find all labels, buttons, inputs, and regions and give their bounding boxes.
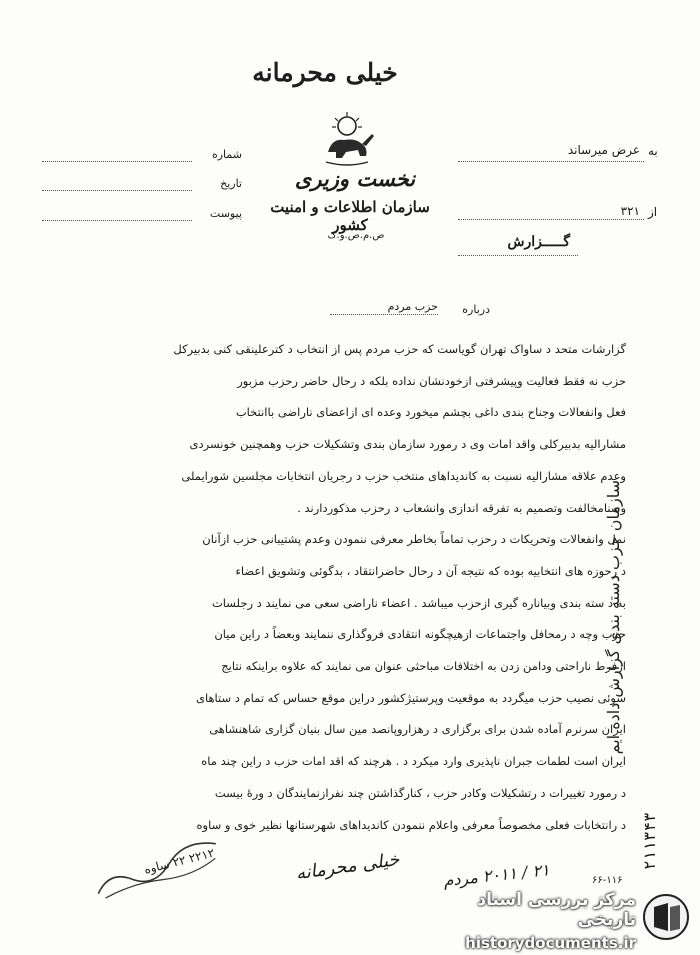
ministry-title: نخست وزیری [294,166,416,191]
body-line: به د سته بندی وبیاناره گیری ازحزب میباشد . اعضاء ناراضی سعی می نمایند د رجلسات [211,595,626,610]
report-line [458,254,578,256]
attachment-label: پیوست [209,207,242,220]
handwritten-note-3: ۲۱ / ۲۰۱۱ مردم [442,860,551,891]
report-body [66,334,626,841]
margin-number: ۲۱۱۳۴۳ [640,812,659,870]
department-code: ص.م.ص.و.ک [327,230,385,241]
to-line [458,160,644,162]
subject-value: حزب مردم [330,300,438,315]
watermark-en: historydocuments.ir [465,934,636,952]
report-heading: گـــــزارش [507,234,570,250]
number-label: شماره [211,148,242,161]
body-line: ایران سرنرم آماده شدن برای برگزاری د رهزاروپانصد مین سال بنیان گزاری شاهنشاهی [209,722,626,737]
lion-and-sun-emblem-icon [316,108,378,168]
margin-note: سازمان حزب دسته بندی گزارش داده ایم [604,480,623,755]
date-label: تاریخ [220,177,242,190]
from-label: از [648,205,658,219]
watermark-logo-icon [642,893,690,941]
body-line: ایران است لطمات جبران ناپذیری وارد میکرد د . هرچند که اقد امات حزب د راین چند ماه [201,754,626,769]
watermark [436,890,636,952]
body-line: سوئی نصیب حزب میگردد به موقعیت وپرستیژکشور دراین موقع حساس که تمام د ستاهای [195,690,626,705]
body-line: د رانتخابات فعلی مخصوصاً معرفی واعلام ننمودن کاندیداهای شهرستانها نظیر خوی و ساوه [196,817,626,832]
body-line: مشارالیه بدبیرکلی واقد امات وی د رمورد سازمان بندی وتشکیلات حزب وهمچنین خونسردی [189,437,626,452]
body-line: وسنامخالفت وتصمیم به تفرقه اندازی وانشعاب د رحزب مذکوردارند . [297,500,626,515]
body-line: حزب نه فقط فعالیت وپیشرفتی ازخودنشان نداده بلکه د رحال حاضر رحزب مزبور [237,373,626,388]
body-line: حزب وچه د رمحافل واجتماعات ازهیچگونه انتقادی فروگذاری ننمایند وبعضاً د راین میان [214,627,626,642]
body-line: ازفرط ناراحتی ودامن زدن به اختلافات مباحثی عنوان می نمایند که علاوه براینکه نتایج [221,659,626,674]
body-line: فعل وانفعالات وجناح بندی داغی بچشم میخورد وعده ای ازاعضای ناراضی باانتخاب [235,405,626,420]
body-line: د رمورد تغییرات د رتشکیلات وکادر حزب ، کنارگذاشتن چند نفرازنمایندگان د ورۀ بیست [214,785,626,800]
subject-label: درباره [462,303,490,316]
from-value: ۳۲۱ [620,204,640,218]
classification-stamp: خیلی محرمانه [252,58,398,87]
body-line: گزارشات متحد د ساواک تهران گویاست که حزب مردم پس از انتخاب د کترعلینقی کنی بدبیرکل [173,342,626,356]
handwritten-note-4: ۶۶-۱۱۶ [592,875,623,886]
handwritten-note-2: خیلی محرمانه [294,848,401,885]
to-value: عرض میرساند [567,143,640,157]
body-line: نمل وانفعالات وتحریکات د رحزب تماماً بخاطر معرفی ننمودن وعدم پشتیبانی حزب ازآنان [202,532,626,547]
date-line [42,189,192,191]
number-line [42,160,192,162]
handwritten-note-1: ۲۲۱۲ ۲۲ ساوه [142,845,216,877]
body-line: د رحوزه های انتخابیه بوده که نتیجه آن د رحال حاضرانتقاد ، بدگوئی وتشویق اعضاء [235,563,626,578]
attachment-line [42,219,192,221]
organization-name: سازمان اطلاعات و امنیت کشور [270,198,430,234]
from-line [458,218,644,220]
to-label: به [648,144,658,158]
body-line: وعدم علاقه مشارالیه نسبت به کاندیداهای منتخب حزب د رجریان انتخابات مجلسین شورایملی [181,468,626,483]
watermark-fa: مرکز بررسی اسناد تاریخی [477,890,636,930]
